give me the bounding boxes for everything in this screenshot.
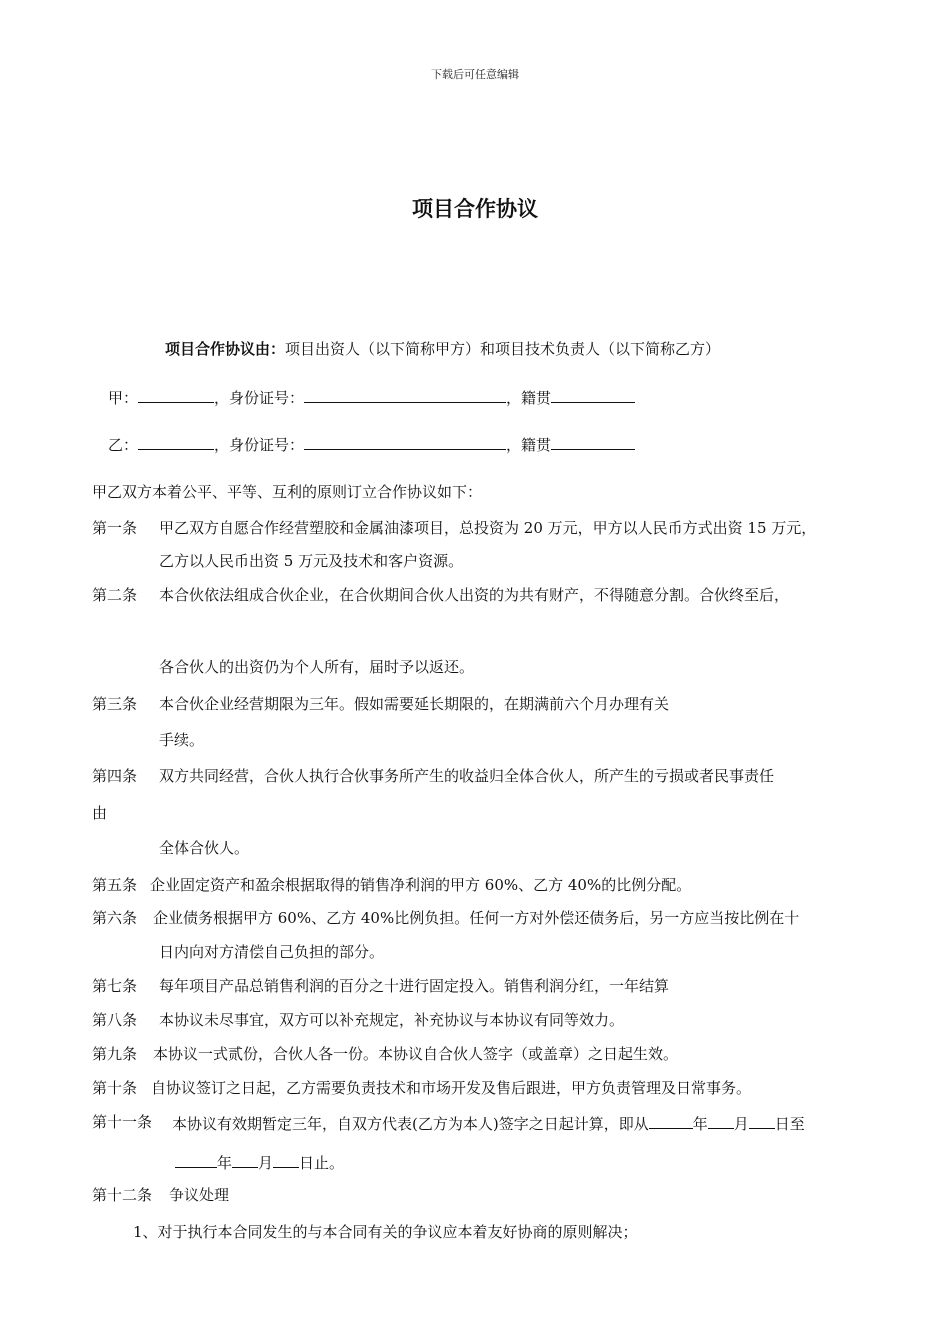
start-month-label: 月	[733, 1115, 749, 1133]
article-5-label: 第五条	[92, 876, 138, 894]
start-day-blank[interactable]	[749, 1112, 775, 1129]
party-b-id-label: ，身份证号：	[214, 436, 305, 454]
article-6-line-2: 日内向对方清偿自己负担的部分。	[159, 943, 385, 961]
header-note: 下载后可任意编辑	[431, 68, 519, 81]
party-b-name-blank[interactable]	[138, 433, 214, 450]
party-b-origin-blank[interactable]	[551, 433, 635, 450]
document-title: 项目合作协议	[412, 197, 538, 221]
article-3-line-1: 本合伙企业经营期限为三年。假如需要延长期限的，在期满前六个月办理有关	[159, 695, 670, 713]
article-10-label: 第十条	[92, 1079, 138, 1097]
intro-label: 项目合作协议由：	[165, 340, 286, 358]
article-11-label: 第十一条	[92, 1113, 153, 1131]
party-a-origin-label: ，籍贯	[506, 389, 552, 407]
article-12-line-1: 争议处理	[169, 1186, 230, 1204]
party-a-line	[108, 386, 635, 408]
article-11-line-1	[172, 1112, 805, 1134]
end-day-blank[interactable]	[273, 1151, 299, 1168]
party-a-id-label: ，身份证号：	[214, 389, 305, 407]
end-year-label: 年	[217, 1154, 233, 1172]
article-8-label: 第八条	[92, 1011, 138, 1029]
article-12-label: 第十二条	[92, 1186, 153, 1204]
article-9-label: 第九条	[92, 1045, 138, 1063]
article-4-label: 第四条	[92, 767, 138, 785]
article-4-line-1: 双方共同经营，合伙人执行合伙事务所产生的收益归全体合伙人，所产生的亏损或者民事责任	[159, 767, 775, 785]
party-b-origin-label: ，籍贯	[506, 436, 552, 454]
clause-1: 1、对于执行本合同发生的与本合同有关的争议应本着友好协商的原则解决；	[133, 1223, 638, 1241]
end-day-label: 日止。	[299, 1154, 345, 1172]
party-b-line	[108, 433, 635, 455]
article-3-line-2: 手续。	[159, 731, 205, 749]
party-a-label: 甲：	[108, 389, 139, 407]
article-4-line-3: 全体合伙人。	[159, 839, 250, 857]
article-2-line-2: 各合伙人的出资仍为个人所有，届时予以返还。	[159, 658, 475, 676]
article-6-label: 第六条	[92, 909, 138, 927]
start-year-blank[interactable]	[649, 1112, 693, 1129]
intro-line	[165, 339, 720, 359]
party-a-name-blank[interactable]	[138, 386, 214, 403]
start-month-blank[interactable]	[708, 1112, 734, 1129]
end-month-label: 月	[258, 1154, 274, 1172]
article-5-line-1: 企业固定资产和盈余根据取得的销售净利润的甲方 60%、乙方 40%的比例分配。	[150, 876, 692, 894]
article-1-line-2: 乙方以人民币出资 5 万元及技术和客户资源。	[159, 552, 464, 570]
article-7-line-1: 每年项目产品总销售利润的百分之十进行固定投入。销售利润分红，一年结算	[159, 977, 670, 995]
party-b-id-blank[interactable]	[304, 433, 506, 450]
article-8-line-1: 本协议未尽事宜，双方可以补充规定，补充协议与本协议有同等效力。	[159, 1011, 625, 1029]
end-month-blank[interactable]	[232, 1151, 258, 1168]
intro-text: 项目出资人（以下简称甲方）和项目技术负责人（以下简称乙方）	[285, 340, 721, 358]
article-2-line-1: 本合伙依法组成合伙企业，在合伙期间合伙人出资的为共有财产，不得随意分割。合伙终至后，	[159, 586, 790, 604]
article-7-label: 第七条	[92, 977, 138, 995]
article-10-line-1: 自协议签订之日起，乙方需要负责技术和市场开发及售后跟进，甲方负责管理及日常事务。	[151, 1079, 752, 1097]
party-a-id-blank[interactable]	[304, 386, 506, 403]
article-3-label: 第三条	[92, 695, 138, 713]
party-a-origin-blank[interactable]	[551, 386, 635, 403]
end-year-blank[interactable]	[175, 1151, 217, 1168]
start-day-label: 日至	[774, 1115, 805, 1133]
article-1-label: 第一条	[92, 519, 138, 537]
party-b-label: 乙：	[108, 436, 139, 454]
article-4-line-2: 由	[92, 804, 108, 822]
article-1-line-1: 甲乙双方自愿合作经营塑胶和金属油漆项目，总投资为 20 万元，甲方以人民币方式出资 15 万元，	[159, 519, 817, 537]
article-9-line-1: 本协议一式贰份，合伙人各一份。本协议自合伙人签字（或盖章）之日起生效。	[153, 1045, 679, 1063]
article-2-label: 第二条	[92, 586, 138, 604]
start-year-label: 年	[692, 1115, 708, 1133]
article-11-text: 本协议有效期暂定三年，自双方代表(乙方为本人)签字之日起计算，即从	[172, 1115, 649, 1133]
article-6-line-1: 企业债务根据甲方 60%、乙方 40%比例负担。任何一方对外偿还债务后，另一方应当按比例在十	[153, 909, 800, 927]
preamble: 甲乙双方本着公平、平等、互利的原则订立合作协议如下：	[92, 483, 483, 501]
article-11-line-2	[175, 1151, 344, 1173]
